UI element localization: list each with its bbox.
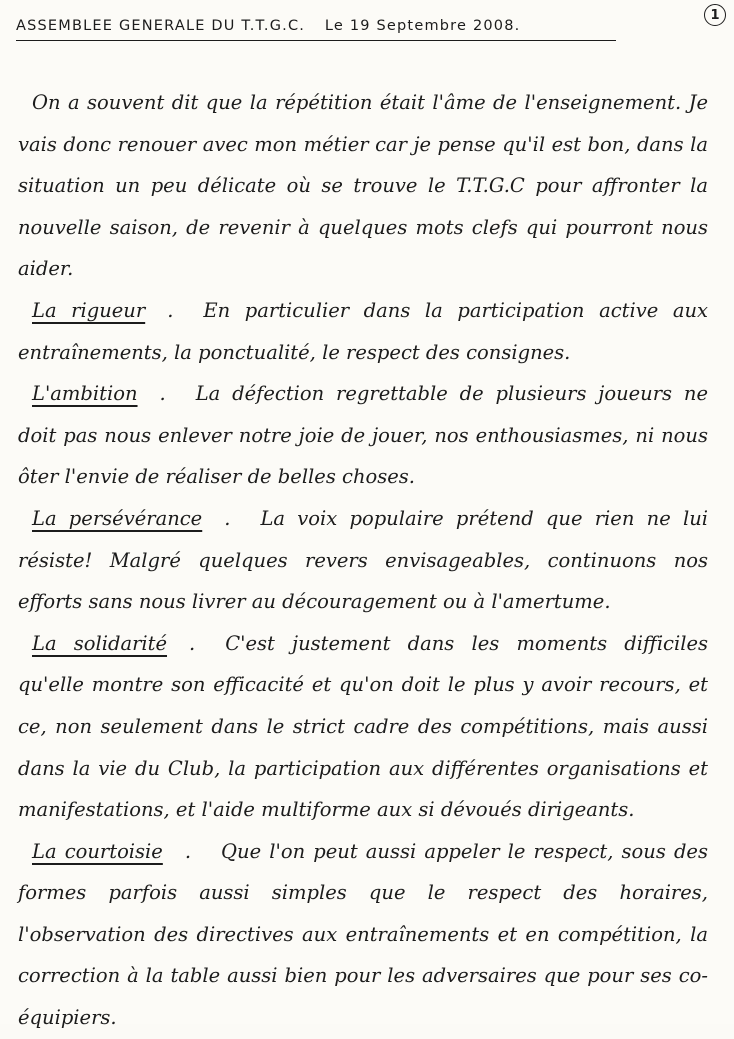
- section-solidarite: La solidarité . C'est justement dans les moments difficiles qu'elle montre son efficacité et qu'on doit le plus y avoir recours, et ce, non seulement dans le strict cadre des compétitions, mais aussi dans la vie du Club, la participation aux différentes organisations et manifestations, et l'aide multiforme aux si dévoués dirigeants.: [18, 631, 708, 822]
- header-date: Le 19 Septembre 2008.: [324, 18, 521, 34]
- section-heading: La courtoisie: [32, 839, 163, 863]
- section-courtoisie: La courtoisie . Que l'on peut aussi appeler le respect, sous des formes parfois aussi simples que le respect des horaires, l'observation des directives aux entraînements et en compétition, la correction à la table aussi bien pour les adversaires que pour ses co-équipiers.: [18, 839, 708, 1030]
- section-heading: L'ambition: [32, 382, 138, 406]
- section-heading: La rigueur: [32, 298, 146, 322]
- letter-body: [18, 82, 708, 1039]
- section-text: La voix populaire prétend que rien ne lui résiste! Malgré quelques revers envisageables, continuons nos efforts sans nous livrer au découragement ou à l'amertume.: [18, 506, 708, 614]
- page-number: 1: [704, 4, 726, 26]
- intro-paragraph: On a souvent dit que la répétition était l'âme de l'enseignement. Je vais donc renouer avec mon métier car je pense qu'il est bon, dans la situation un peu délicate où se trouve le T.T.G.C pour affronter la nouvelle saison, de revenir à quelques mots clefs qui pourront nous aider.: [18, 91, 708, 281]
- section-perseverance: La persévérance . La voix populaire prétend que rien ne lui résiste! Malgré quelques revers envisageables, continuons nos efforts sans nous livrer au découragement ou à l'amertume.: [18, 506, 708, 614]
- header-underline: [16, 40, 616, 41]
- section-text: C'est justement dans les moments difficiles qu'elle montre son efficacité et qu'on doit le plus y avoir recours, et ce, non seulement dans le strict cadre des compétitions, mais aussi dans la vie du Club, la participation aux différentes organisations et manifestations, et l'aide multiforme aux si dévoués dirigeants.: [18, 631, 708, 822]
- section-text: La défection regrettable de plusieurs joueurs ne doit pas nous enlever notre joie de jouer, nos enthousiasmes, ni nous ôter l'envie de réaliser de belles choses.: [18, 382, 708, 489]
- section-text: En particulier dans la participation active aux entraînements, la ponctualité, le respect des consignes.: [18, 298, 709, 364]
- section-rigueur: La rigueur . En particulier dans la participation active aux entraînements, la ponctualité, le respect des consignes.: [18, 298, 709, 364]
- section-ambition: L'ambition . La défection regrettable de plusieurs joueurs ne doit pas nous enlever notre joie de jouer, nos enthousiasmes, ni nous ôter l'envie de réaliser de belles choses.: [18, 382, 708, 489]
- section-heading: La solidarité: [32, 631, 168, 655]
- header-title: ASSEMBLEE GENERALE DU T.T.G.C.: [16, 18, 306, 34]
- document-header: [16, 18, 616, 34]
- section-heading: La persévérance: [32, 506, 203, 530]
- section-text: Que l'on peut aussi appeler le respect, sous des formes parfois aussi simples que le respect des horaires, l'observation des directives aux entraînements et en compétition, la correction à la table aussi bien pour les adversaires que pour ses co-équipiers.: [18, 839, 708, 1030]
